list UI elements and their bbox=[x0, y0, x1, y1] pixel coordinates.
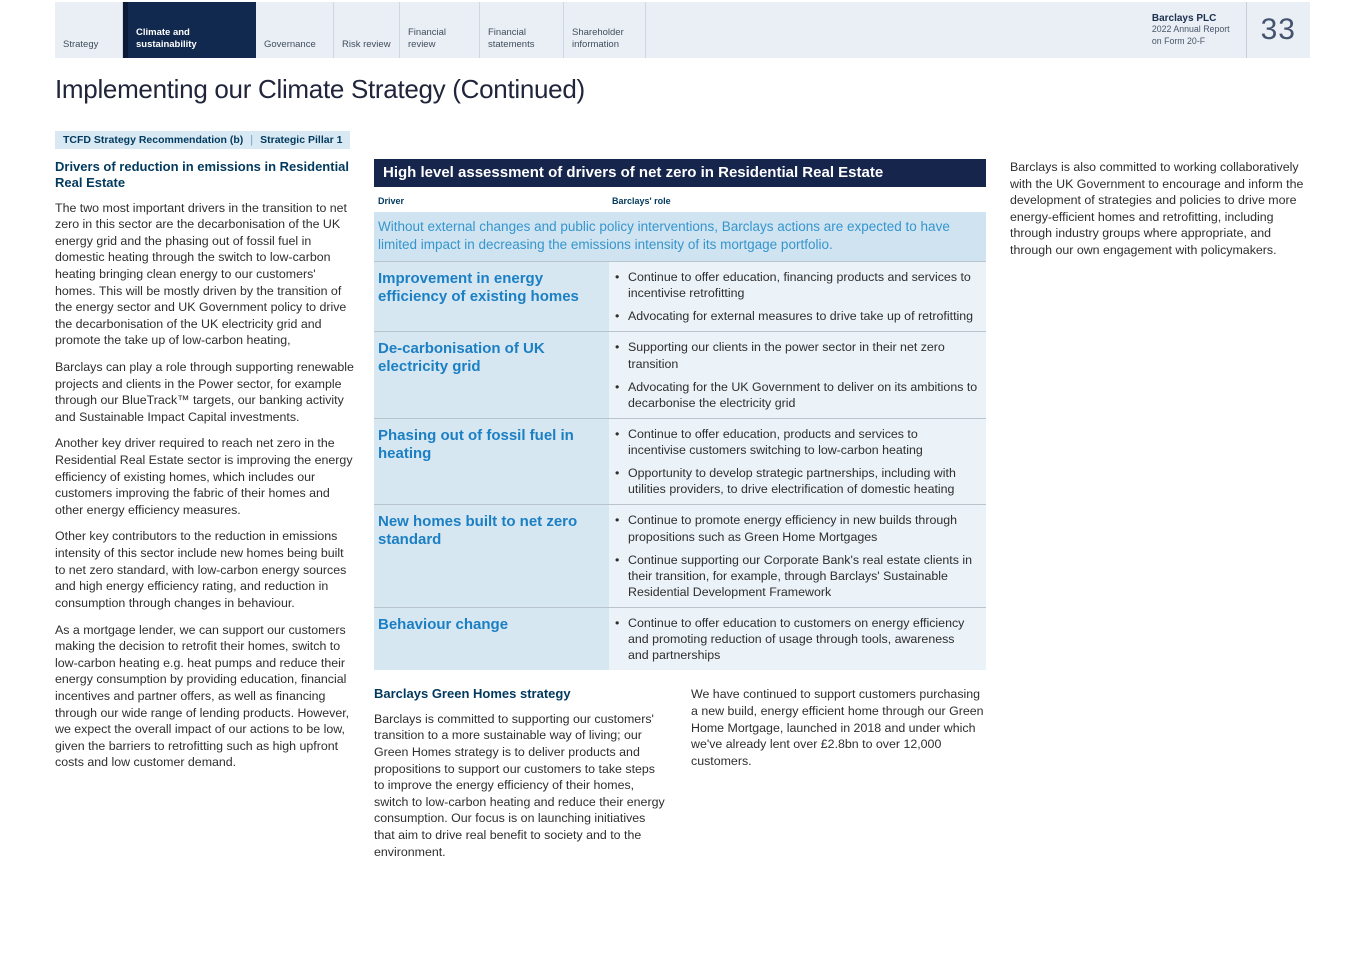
driver-cell: Improvement in energy efficiency of existing homes bbox=[374, 262, 609, 331]
page-number: 33 bbox=[1260, 13, 1296, 46]
paragraph: Other key contributors to the reduction in emissions intensity of this sector include new homes being built to net zero standard, with low-carbon energy sources and high energy efficiency rating, and reduction in consumption through changes in behaviour. bbox=[55, 529, 347, 610]
brand-block bbox=[1152, 2, 1246, 58]
role-bullet: • Continue to promote energy efficiency in new builds through propositions such as Green Home Mortgages bbox=[612, 512, 978, 544]
tab-label: Strategy bbox=[63, 39, 99, 51]
driver-cell: Phasing out of fossil fuel in heating bbox=[374, 419, 609, 505]
role-bullet: • Advocating for the UK Government to deliver on its ambitions to decarbonise the electricity grid bbox=[612, 379, 978, 411]
table-title: High level assessment of drivers of net zero in Residential Real Estate bbox=[374, 159, 986, 187]
drivers-assessment-table bbox=[374, 159, 986, 670]
tab-financial-review[interactable] bbox=[400, 2, 480, 58]
left-column-heading: Drivers of reduction in emissions in Residential Real Estate bbox=[55, 159, 350, 191]
badge-separator bbox=[250, 134, 253, 146]
tab-label: Risk review bbox=[342, 39, 391, 51]
tab-governance[interactable] bbox=[256, 2, 334, 58]
table-note: Without external changes and public policy interventions, Barclays actions are expected to have limited impact in decreasing the emissions intensity of its mortgage portfolio. bbox=[374, 212, 986, 261]
tab-label: Shareholder information bbox=[572, 27, 624, 51]
table-row bbox=[374, 418, 986, 505]
role-cell bbox=[609, 419, 986, 505]
page-number-block bbox=[1246, 2, 1310, 58]
brand-name: Barclays PLC bbox=[1151, 13, 1217, 25]
driver-cell: New homes built to net zero standard bbox=[374, 505, 609, 607]
tab-label: Financial review bbox=[408, 27, 447, 51]
role-bullet: • Opportunity to develop strategic partnerships, including with utilities providers, to drive electrification of domestic heating bbox=[612, 465, 978, 497]
paragraph: We have continued to support customers purchasing a new build, energy efficient home through our Green Home Mortgage, launched in 2018 and under which we've already lent over £2.8bn to over 12,000 customers. bbox=[691, 687, 984, 768]
tab-climate-and-sustainability[interactable] bbox=[123, 2, 256, 58]
role-bullet: • Supporting our clients in the power sector in their net zero transition bbox=[612, 339, 978, 371]
content-columns bbox=[55, 159, 1310, 860]
left-column bbox=[55, 159, 355, 781]
table-row bbox=[374, 504, 986, 607]
table-column-headers bbox=[374, 187, 986, 212]
report-title-line1: 2022 Annual Report bbox=[1151, 24, 1230, 35]
role-bullet: • Continue to offer education to customers on energy efficiency and promoting reduction of usage through tools, awareness and partnerships bbox=[612, 615, 978, 663]
driver-cell: De-carbonisation of UK electricity grid bbox=[374, 332, 609, 418]
tab-financial-statements[interactable] bbox=[480, 2, 564, 58]
badge-tcfd-recommendation: TCFD Strategy Recommendation (b) bbox=[63, 134, 244, 146]
paragraph: Barclays can play a role through supporting renewable projects and clients in the Power sector, for example through our BlueTrack™ targets, our banking activity and Sustainable Impact Capital investments. bbox=[55, 359, 354, 424]
paragraph: Barclays is committed to supporting our customers' transition to a more sustainable way of living; our Green Homes strategy is to deliver products and propositions to support our customers to take steps to improve the energy efficiency of their homes, switch to low-carbon heating and reduce their energy consumption. Our focus is on launching initiatives that aim to drive real benefit to society and to the environment. bbox=[374, 711, 665, 859]
badge-row bbox=[55, 131, 350, 149]
badge-strategic-pillar: Strategic Pillar 1 bbox=[260, 134, 343, 146]
paragraph: Barclays is also committed to working collaboratively with the UK Government to encourage and inform the development of strategies and policies to drive more energy-efficient homes and retrofitting, including through industry groups where appropriate, and through our own engagement with policymakers. bbox=[1010, 160, 1304, 258]
top-navigation-bar bbox=[55, 2, 1310, 58]
table-row bbox=[374, 607, 986, 670]
paragraph: Another key driver required to reach net zero in the Residential Real Estate sector is improving the energy efficiency of existing homes, which includes our customers improving the fabric of their homes and other energy efficiency measures. bbox=[55, 436, 353, 517]
tab-label: Governance bbox=[264, 39, 316, 51]
table-row bbox=[374, 331, 986, 418]
driver-cell: Behaviour change bbox=[374, 608, 609, 670]
middle-column bbox=[374, 159, 986, 860]
right-column bbox=[1010, 159, 1310, 259]
paragraph: As a mortgage lender, we can support our customers making the decision to retrofit their homes, switch to low-carbon heating e.g. heat pumps and reduce their energy consumption by providing education, financial incentives and partner offers, as well as financing through our wide range of lending products. However, we expect the overall impact of our actions to be low, given the barriers to retrofitting such as high upfront costs and low customer demand. bbox=[55, 622, 350, 770]
role-bullet: • Advocating for external measures to drive take up of retrofitting bbox=[612, 308, 978, 324]
green-homes-left bbox=[374, 686, 666, 860]
tab-strategy[interactable] bbox=[55, 2, 123, 58]
tab-label: Climate and sustainability bbox=[136, 27, 197, 51]
page-title: Implementing our Climate Strategy (Continued) bbox=[55, 74, 585, 104]
role-cell bbox=[609, 608, 986, 670]
nav-spacer bbox=[646, 2, 1152, 58]
role-bullet: • Continue to offer education, products and services to incentivise customers switching to low-carbon heating bbox=[612, 426, 978, 458]
table-row bbox=[374, 261, 986, 331]
green-homes-heading: Barclays Green Homes strategy bbox=[374, 686, 571, 702]
role-bullet: • Continue to offer education, financing products and services to incentivise retrofitting bbox=[612, 269, 978, 301]
role-cell bbox=[609, 262, 986, 331]
green-homes-section bbox=[374, 686, 986, 860]
column-header-barclays-role: Barclays' role bbox=[612, 196, 671, 206]
tab-shareholder-information[interactable] bbox=[564, 2, 646, 58]
tab-label: Financial statements bbox=[488, 27, 535, 51]
paragraph: The two most important drivers in the transition to net zero in this sector are the decarbonisation of the UK energy grid and the phasing out of fossil fuel in domestic heating through the switch to low-carbon heating bringing clean energy to our customers' homes. This will be mostly driven by the transition of the energy sector and UK Government policy to drive the decarbonisation of the UK electricity grid and promote the take up of low-carbon heating, bbox=[55, 200, 347, 348]
role-cell bbox=[609, 505, 986, 607]
role-cell bbox=[609, 332, 986, 418]
column-header-driver: Driver bbox=[378, 196, 405, 206]
report-title-line2: on Form 20-F bbox=[1151, 35, 1206, 46]
green-homes-right bbox=[691, 686, 986, 860]
role-bullet: • Continue supporting our Corporate Bank's real estate clients in their transition, for example, through Barclays' Sustainable Residential Development Framework bbox=[612, 552, 978, 600]
tab-risk-review[interactable] bbox=[334, 2, 400, 58]
